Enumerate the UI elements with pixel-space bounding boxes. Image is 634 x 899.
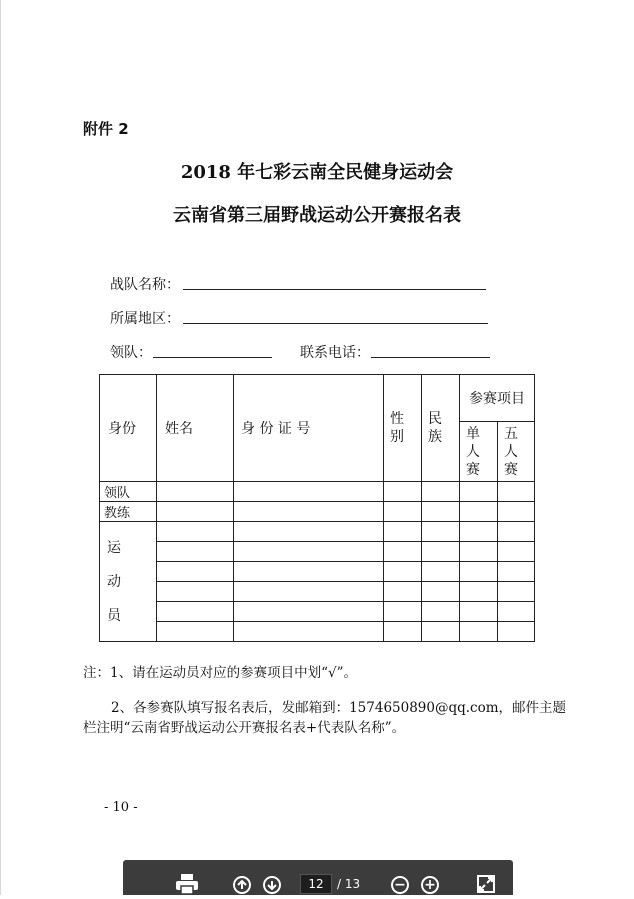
- row-label-coach: 教练: [100, 502, 157, 522]
- table-cell: [460, 622, 498, 642]
- header-gender-char1: 性: [390, 411, 404, 427]
- row-label-leader: 领队: [100, 482, 157, 502]
- table-cell: [234, 562, 384, 582]
- page-total: / 13: [337, 877, 361, 891]
- table-cell: [498, 542, 535, 562]
- row-label-athlete-char2: 动: [107, 573, 121, 590]
- table-cell: [157, 542, 234, 562]
- header-single-char2: 人: [466, 443, 480, 460]
- table-cell: [422, 602, 460, 622]
- table-cell: [157, 582, 234, 602]
- table-cell: [234, 502, 384, 522]
- table-cell: [498, 602, 535, 622]
- page-number-input[interactable]: [300, 874, 332, 894]
- table-cell: [422, 522, 460, 542]
- header-five-char2: 人: [504, 443, 518, 460]
- row-label-athlete-char1: 运: [107, 539, 121, 556]
- header-identity: 身份: [100, 375, 157, 482]
- table-cell: [422, 562, 460, 582]
- page-number: - 10 -: [104, 800, 138, 815]
- table-cell: [460, 582, 498, 602]
- table-cell: [498, 482, 535, 502]
- header-name: 姓名: [157, 375, 234, 482]
- table-cell: [498, 522, 535, 542]
- table-cell: [422, 582, 460, 602]
- phone-line: [371, 357, 490, 358]
- table-cell: [234, 542, 384, 562]
- header-single: [460, 422, 498, 482]
- header-events: 参赛项目: [460, 375, 535, 422]
- registration-table: [99, 374, 535, 642]
- leader-label: 领队：: [110, 345, 152, 361]
- table-cell: [157, 522, 234, 542]
- region-label: 所属地区：: [110, 311, 180, 327]
- row-label-athlete-char3: 员: [107, 607, 121, 624]
- team-name-label: 战队名称：: [110, 277, 180, 293]
- phone-label: 联系电话：: [300, 345, 370, 361]
- table-cell: [460, 502, 498, 522]
- table-cell: [498, 502, 535, 522]
- minus-icon[interactable]: −: [391, 876, 409, 894]
- table-cell: [384, 522, 422, 542]
- header-ethnicity: [422, 375, 460, 482]
- header-single-char1: 单: [466, 425, 480, 442]
- pdf-toolbar: [123, 860, 513, 895]
- table-cell: [157, 502, 234, 522]
- arrow-down-icon[interactable]: [263, 876, 281, 894]
- page-edge: [0, 0, 1, 895]
- table-cell: [384, 582, 422, 602]
- table-cell: [157, 602, 234, 622]
- table-cell: [384, 482, 422, 502]
- table-cell: [422, 622, 460, 642]
- table-cell: [498, 582, 535, 602]
- note-1: 注：1、请在运动员对应的参赛项目中划“√”。: [83, 665, 357, 681]
- team-name-line: [183, 289, 486, 290]
- table-cell: [234, 602, 384, 622]
- table-cell: [498, 562, 535, 582]
- table-row: [100, 522, 535, 542]
- table-row: [100, 502, 535, 522]
- header-ethnicity-char1: 民: [428, 411, 442, 427]
- table-row: [100, 562, 535, 582]
- table-cell: [460, 522, 498, 542]
- table-row: [100, 582, 535, 602]
- table-cell: [384, 542, 422, 562]
- printer-icon[interactable]: [175, 873, 199, 899]
- table-cell: [460, 542, 498, 562]
- table-cell: [234, 582, 384, 602]
- header-gender-char2: 别: [390, 429, 404, 445]
- note-2-line1: 2、各参赛队填写报名表后，发邮箱到：1574650890@qq.com，邮件主题: [111, 700, 567, 716]
- document-title-line1: 2018 年七彩云南全民健身运动会: [180, 162, 454, 183]
- attachment-label: 附件 2: [83, 120, 129, 138]
- table-cell: [384, 562, 422, 582]
- region-line: [183, 323, 488, 324]
- header-ethnicity-char2: 族: [428, 429, 442, 445]
- table-cell: [384, 602, 422, 622]
- arrow-up-icon[interactable]: [233, 876, 251, 894]
- header-five-char3: 赛: [504, 461, 518, 478]
- header-single-char3: 赛: [466, 461, 480, 478]
- table-cell: [460, 562, 498, 582]
- header-gender: [384, 375, 422, 482]
- header-five: [498, 422, 535, 482]
- table-cell: [498, 622, 535, 642]
- table-row: [100, 602, 535, 622]
- table-cell: [460, 602, 498, 622]
- document-title-line2: 云南省第三届野战运动公开赛报名表: [173, 205, 461, 226]
- table-cell: [157, 562, 234, 582]
- table-cell: [460, 482, 498, 502]
- table-cell: [422, 502, 460, 522]
- table-cell: [234, 522, 384, 542]
- leader-line: [153, 357, 272, 358]
- row-label-athlete: [100, 522, 157, 642]
- table-cell: [384, 502, 422, 522]
- table-cell: [157, 622, 234, 642]
- table-row: [100, 482, 535, 502]
- table-cell: [234, 622, 384, 642]
- header-five-char1: 五: [504, 425, 518, 442]
- table-cell: [384, 622, 422, 642]
- table-cell: [422, 542, 460, 562]
- fit-page-icon[interactable]: [477, 875, 495, 897]
- table-row: [100, 542, 535, 562]
- table-cell: [422, 482, 460, 502]
- plus-icon[interactable]: +: [421, 876, 439, 894]
- header-id-number: 身 份 证 号: [234, 375, 384, 482]
- table-cell: [157, 482, 234, 502]
- note-2-line2: 栏注明“云南省野战运动公开赛报名表+代表队名称”。: [83, 720, 406, 736]
- table-row: [100, 622, 535, 642]
- table-cell: [234, 482, 384, 502]
